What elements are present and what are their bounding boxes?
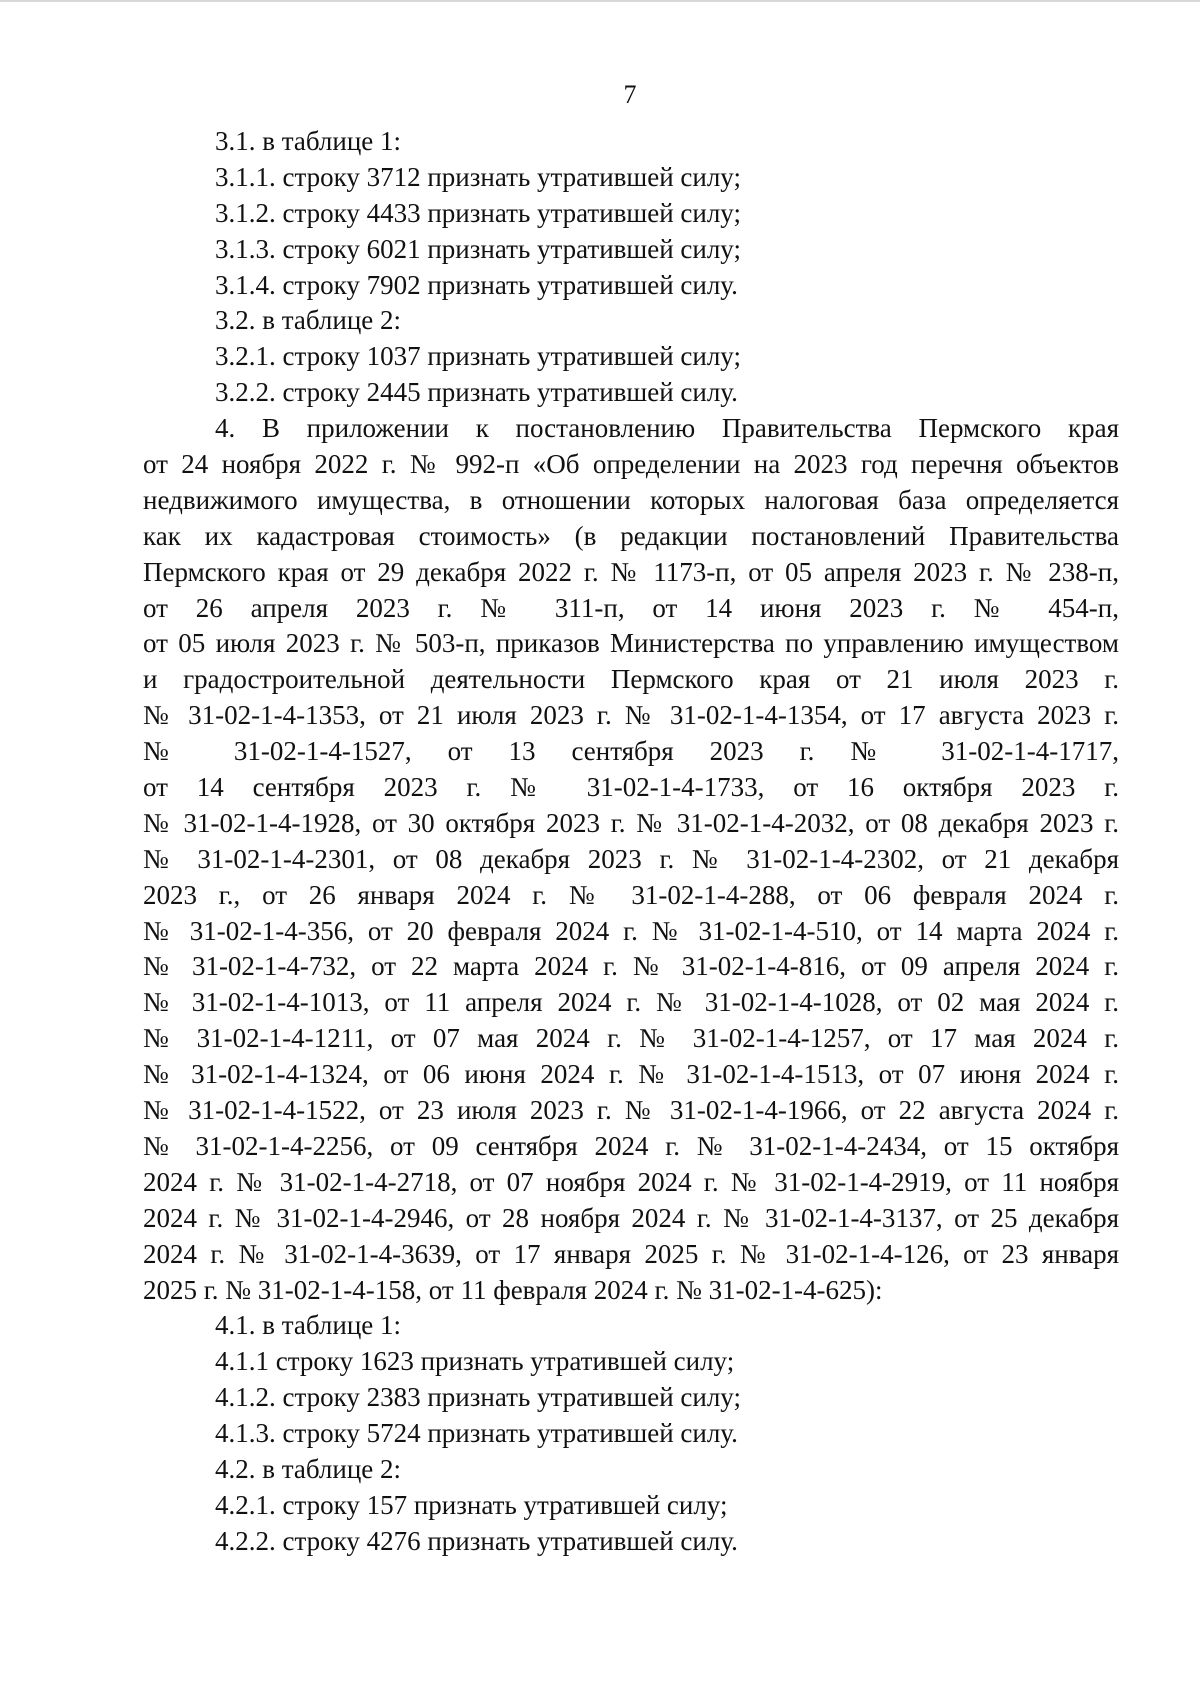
paragraph-line: как их кадастровая стоимость» (в редакции постановлений Правительства	[143, 520, 1119, 551]
list-item: 3.1. в таблице 1:	[215, 126, 402, 156]
paragraph-line: № 31-02-1-4-1211, от 07 мая 2024 г. № 31-02-1-4-1257, от 17 мая 2024 г.	[143, 1023, 1119, 1054]
scan-edge	[0, 0, 1200, 2]
paragraph-line: 4. В приложении к постановлению Правительства Пермского края	[215, 413, 1119, 444]
list-item: 4.2.2. строку 4276 признать утратившей силу.	[215, 1525, 738, 1556]
list-item: 3.2.2. строку 2445 признать утратившей силу.	[215, 377, 738, 408]
paragraph-line: № 31-02-1-4-1527, от 13 сентября 2023 г. № 31-02-1-4-1717,	[143, 736, 1119, 767]
list-item: 4.1.1 строку 1623 признать утратившей силу;	[215, 1346, 735, 1377]
list-item: 3.1.1. строку 3712 признать утратившей силу;	[215, 161, 741, 192]
list-item: 4.1.2. строку 2383 признать утратившей силу;	[215, 1382, 741, 1413]
list-item: 3.2. в таблице 2:	[215, 305, 402, 336]
page-number: 7	[623, 80, 637, 109]
paragraph-line: № 31-02-1-4-732, от 22 марта 2024 г. № 31-02-1-4-816, от 09 апреля 2024 г.	[143, 951, 1119, 982]
list-item: 3.1.3. строку 6021 признать утратившей силу;	[215, 233, 741, 264]
paragraph-line: 2025 г. № 31-02-1-4-158, от 11 февраля 2024 г. № 31-02-1-4-625):	[143, 1274, 883, 1305]
paragraph-line: 2024 г. № 31-02-1-4-2718, от 07 ноября 2024 г. № 31-02-1-4-2919, от 11 ноября	[143, 1166, 1119, 1197]
document-body	[143, 124, 1119, 1560]
paragraph-line: 2023 г., от 26 января 2024 г. № 31-02-1-4-288, от 06 февраля 2024 г.	[143, 879, 1119, 910]
list-item: 4.2.1. строку 157 признать утратившей силу;	[215, 1489, 728, 1520]
paragraph-line: № 31-02-1-4-356, от 20 февраля 2024 г. № 31-02-1-4-510, от 14 марта 2024 г.	[143, 915, 1119, 946]
paragraph-line: 2024 г. № 31-02-1-4-3639, от 17 января 2025 г. № 31-02-1-4-126, от 23 января	[143, 1238, 1119, 1269]
list-item: 3.2.1. строку 1037 признать утратившей силу;	[215, 341, 741, 372]
list-item: 4.1.3. строку 5724 признать утратившей силу.	[215, 1418, 738, 1449]
list-item: 3.1.2. строку 4433 признать утратившей силу;	[215, 197, 741, 228]
paragraph-line: № 31-02-1-4-1353, от 21 июля 2023 г. № 31-02-1-4-1354, от 17 августа 2023 г.	[143, 700, 1119, 731]
paragraph-line: от 24 ноября 2022 г. № 992-п «Об определении на 2023 год перечня объектов	[143, 449, 1119, 480]
paragraph-line: № 31-02-1-4-1013, от 11 апреля 2024 г. № 31-02-1-4-1028, от 02 мая 2024 г.	[143, 987, 1119, 1018]
paragraph-line: от 14 сентября 2023 г. № 31-02-1-4-1733, от 16 октября 2023 г.	[143, 772, 1119, 803]
paragraph-line: № 31-02-1-4-1522, от 23 июля 2023 г. № 31-02-1-4-1966, от 22 августа 2024 г.	[143, 1095, 1119, 1126]
list-item: 4.1. в таблице 1:	[215, 1310, 402, 1341]
paragraph-line: 2024 г. № 31-02-1-4-2946, от 28 ноября 2024 г. № 31-02-1-4-3137, от 25 декабря	[143, 1202, 1119, 1233]
paragraph-line: № 31-02-1-4-1324, от 06 июня 2024 г. № 31-02-1-4-1513, от 07 июня 2024 г.	[143, 1059, 1119, 1090]
paragraph-line: и градостроительной деятельности Пермского края от 21 июля 2023 г.	[143, 664, 1119, 695]
paragraph-line: недвижимого имущества, в отношении которых налоговая база определяется	[143, 484, 1119, 515]
list-item: 4.2. в таблице 2:	[215, 1453, 402, 1484]
paragraph-line: Пермского края от 29 декабря 2022 г. № 1173-п, от 05 апреля 2023 г. № 238-п,	[143, 556, 1119, 587]
paragraph-line: от 26 апреля 2023 г. № 311-п, от 14 июня 2023 г. № 454-п,	[143, 592, 1119, 623]
list-item: 3.1.4. строку 7902 признать утратившей силу.	[215, 269, 738, 300]
paragraph-line: от 05 июля 2023 г. № 503-п, приказов Министерства по управлению имуществом	[143, 628, 1119, 659]
paragraph-line: № 31-02-1-4-1928, от 30 октября 2023 г. № 31-02-1-4-2032, от 08 декабря 2023 г.	[143, 807, 1119, 838]
paragraph-line: № 31-02-1-4-2301, от 08 декабря 2023 г. № 31-02-1-4-2302, от 21 декабря	[143, 843, 1119, 874]
paragraph-line: № 31-02-1-4-2256, от 09 сентября 2024 г. № 31-02-1-4-2434, от 15 октября	[143, 1130, 1119, 1161]
